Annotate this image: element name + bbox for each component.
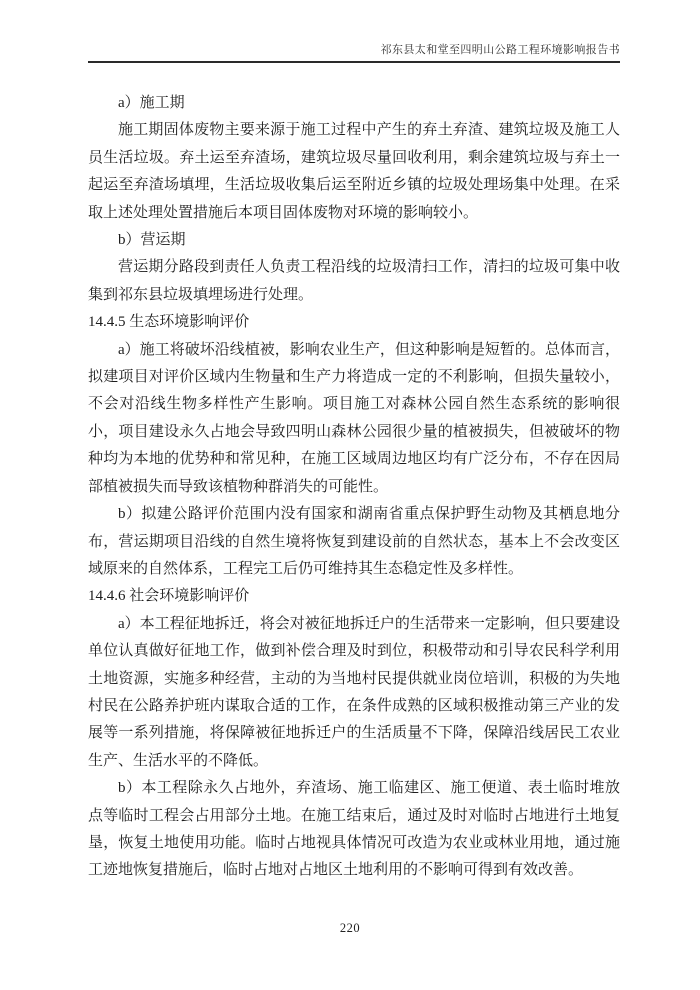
page-number: 220: [339, 921, 361, 935]
page-header: [88, 0, 620, 63]
running-head-title: 祁东县太和堂至四明山公路工程环境影响报告书: [380, 44, 620, 56]
sub-item-label-a-construction-period: a）施工期: [118, 95, 185, 111]
sub-item-label-b-operation-period: b）营运期: [118, 232, 186, 249]
paragraph-ecology-b: b）拟建公路评价范围内没有国家和湖南省重点保护野生动物及其栖息地分布，营运期项目沿线的自然生境将恢复到建设前的自然状态，基本上不会改变区域原来的自然体系，工程完工后仍可维持其生态稳定性及多样性。: [88, 506, 620, 577]
page-footer: [0, 919, 700, 937]
paragraph-social-b: b）本工程除永久占地外，弃渣场、施工临建区、施工便道、表土临时堆放点等临时工程会占用部分土地。在施工结束后，通过及时对临时占地进行土地复垦，恢复土地使用功能。临时占地视具体情况可改造为农业或林业用地，通过施工迹地恢复措施后，临时占地对占地区土地利用的不影响可得到有效改善。: [88, 780, 620, 879]
paragraph-social-a: a）本工程征地拆迁，将会对被征地拆迁户的生活带来一定影响，但只要建设单位认真做好征地工作，做到补偿合理及时到位，积极带动和引导农民科学利用土地资源，实施多种经营，主动的为当地村民提供就业岗位培训，积极的为失地村民在公路养护班内谋取合适的工作，在条件成熟的区域积极推动第三产业的发展等一系列措施，将保障被征地拆迁户的生活质量不下降，保障沿线居民工农业生产、生活水平的不降低。: [88, 615, 620, 769]
section-heading-14-4-5: 14.4.5 生态环境影响评价: [88, 314, 250, 331]
section-heading-14-4-6: 14.4.6 社会环境影响评价: [88, 588, 250, 605]
paragraph-ecology-a: a）施工将破坏沿线植被，影响农业生产，但这种影响是短暂的。总体而言，拟建项目对评价区域内生物量和生产力将造成一定的不利影响，但损失量较小，不会对沿线生物多样性产生影响。项目施工对森林公园自然生态系统的影响很小，项目建设永久占地会导致四明山森林公园很少量的植被损失，但被破坏的物种均为本地的优势种和常见种，在施工区域周边地区均有广泛分布，不存在因局部植被损失而导致该植物种群消失的可能性。: [88, 341, 620, 495]
paragraph-construction-solid-waste: 施工期固体废物主要来源于施工过程中产生的弃土弃渣、建筑垃圾及施工人员生活垃圾。弃土运至弃渣场，建筑垃圾尽量回收利用，剩余建筑垃圾与弃土一起运至弃渣场填埋，生活垃圾收集后运至附近乡镇的垃圾处理场集中处理。在采取上述处理处置措施后本项目固体废物对环境的影响较小。: [88, 122, 620, 221]
header-rule: [88, 61, 620, 63]
paragraph-operation-waste: 营运期分路段到责任人负责工程沿线的垃圾清扫工作，清扫的垃圾可集中收集到祁东县垃圾填埋场进行处理。: [88, 259, 620, 303]
document-body: [88, 90, 620, 885]
